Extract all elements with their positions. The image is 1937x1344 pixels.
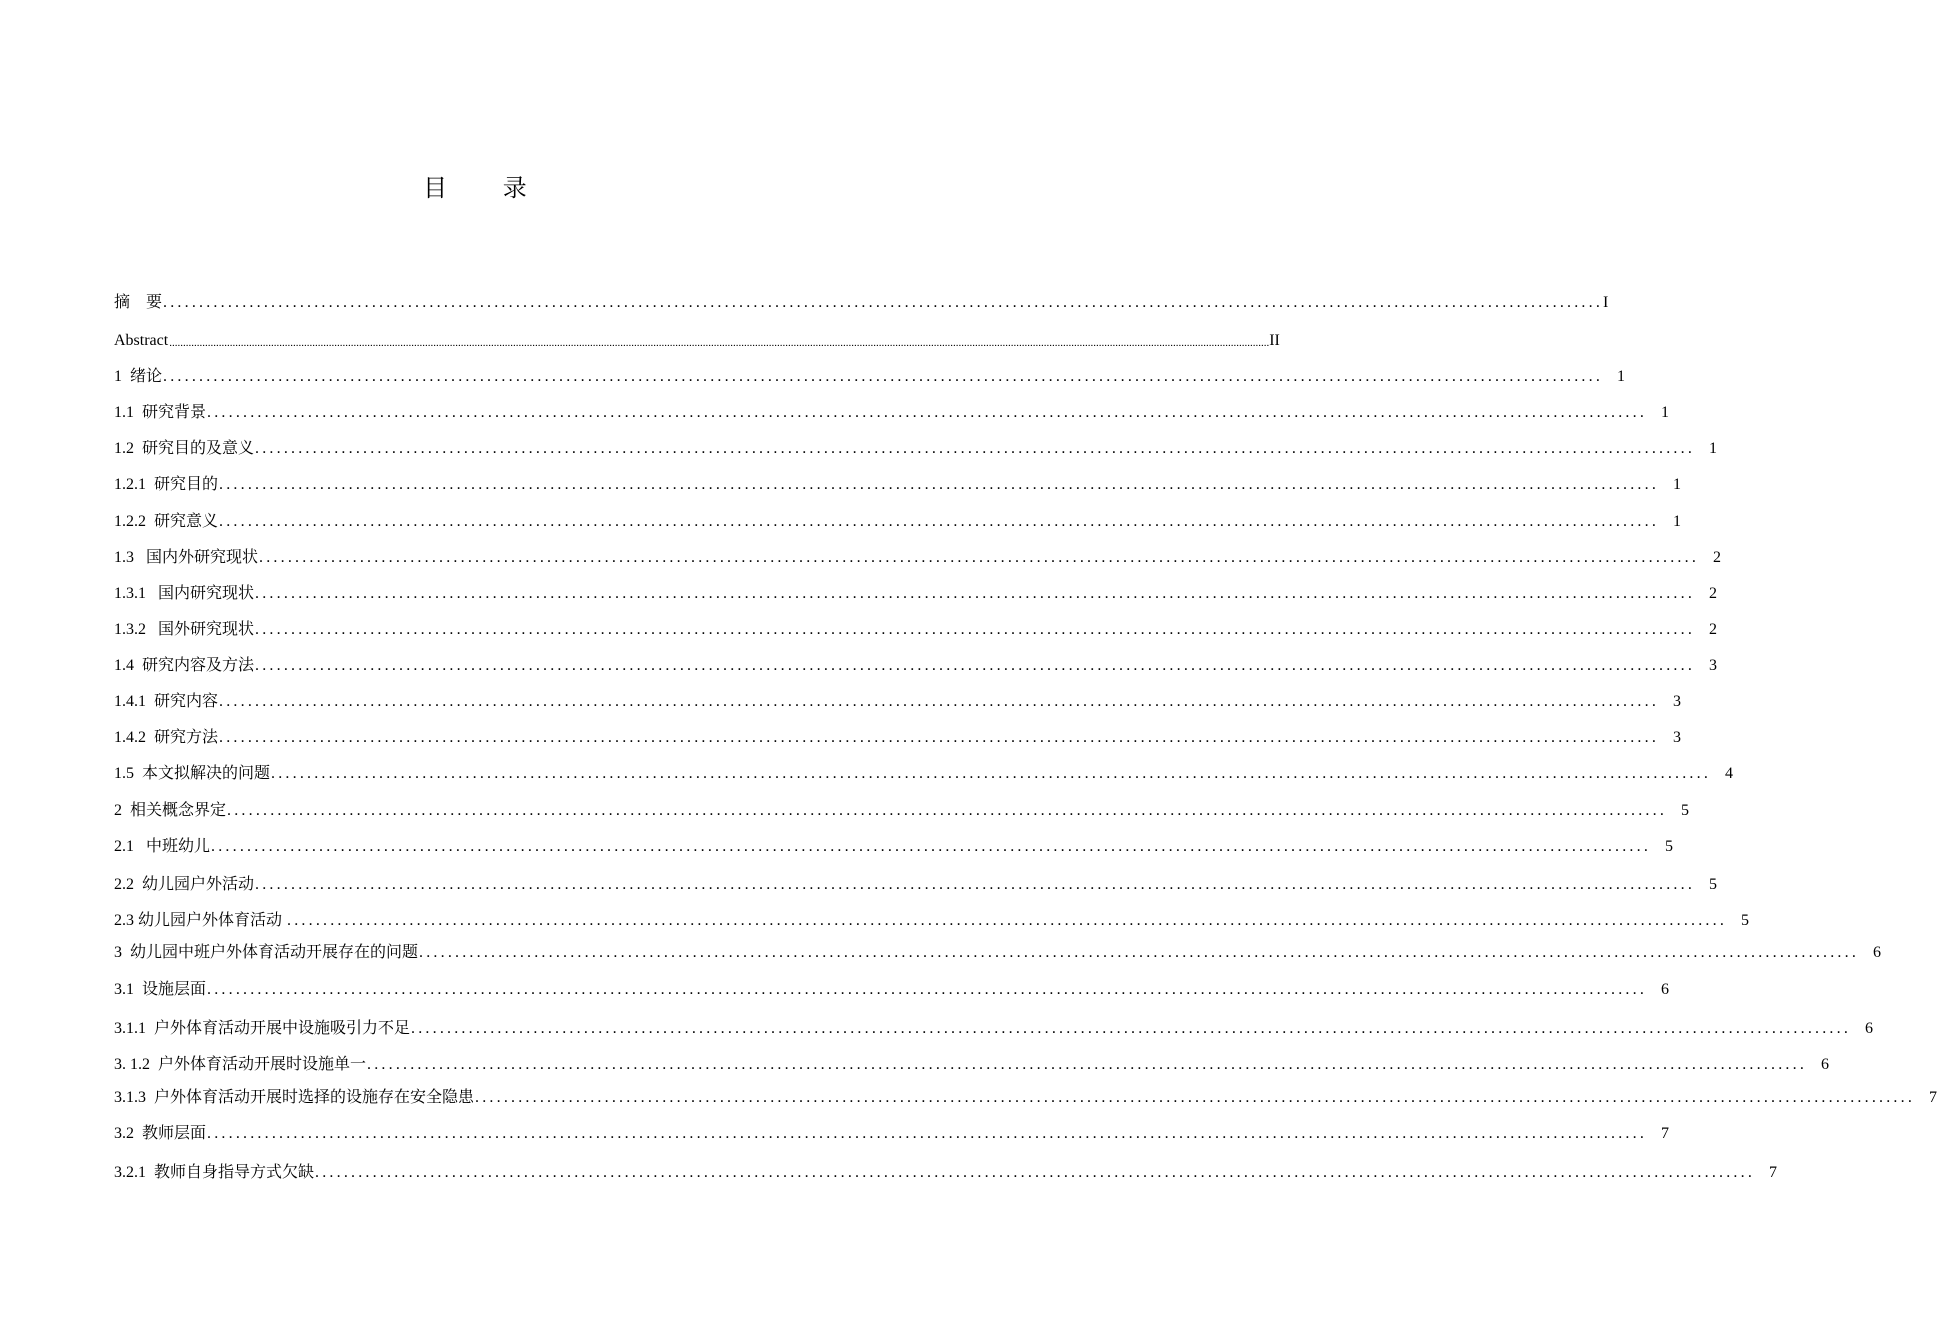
toc-entry-label: 2.2 幼儿园户外活动 (114, 876, 255, 893)
dot-leader: ........................................................................................................................................................................................................ (271, 765, 1712, 782)
toc-entry[interactable] (114, 364, 1626, 388)
toc-entry[interactable] (114, 908, 1750, 932)
toc-entry-label: 2.3 幼儿园户外体育活动 (114, 912, 287, 929)
toc-entry-label: 2.1 中班幼儿 (114, 838, 211, 855)
dot-leader: ........................................................................................................................................................................................................ (255, 876, 1696, 893)
toc-entry-label: 3.2.1 教师自身指导方式欠缺 (114, 1164, 315, 1181)
dot-leader: ........................................................................................................................................................................................................ (475, 1089, 1916, 1106)
toc-entry[interactable] (114, 940, 1882, 964)
toc-entry[interactable] (114, 436, 1718, 460)
toc-entry-label: 3.1 设施层面 (114, 981, 207, 998)
dot-leader: ........................................................................................................................................................................................................ (255, 621, 1696, 638)
toc-entry-page-number: 3 (1673, 693, 1682, 710)
toc-entry[interactable] (114, 653, 1718, 677)
toc-entry-page-number: 1 (1709, 440, 1718, 457)
toc-entry-page-number: 5 (1681, 802, 1690, 819)
dot-leader: ........................................................................................................................................................................................................ (219, 513, 1660, 530)
toc-entry-page-number: 2 (1713, 549, 1722, 566)
page-title: 目 录 (423, 174, 551, 202)
dot-leader: ........................................................................................................................................................................................................ (227, 802, 1668, 819)
toc-entry[interactable] (114, 872, 1718, 896)
toc-entry-page-number: I (1603, 294, 1609, 311)
toc-entry-page-number: 5 (1741, 912, 1750, 929)
dot-leader: ........................................................................................................................................................................................................ (207, 1125, 1648, 1142)
toc-entry[interactable] (114, 1160, 1778, 1184)
dot-leader: ........................................................................................................................................................................................................ (255, 657, 1696, 674)
toc-entry-page-number: 1 (1673, 476, 1682, 493)
toc-entry-page-number: 6 (1873, 944, 1882, 961)
toc-entry-label: 1.3 国内外研究现状 (114, 549, 259, 566)
toc-entry-label: 1 绪论 (114, 368, 163, 385)
toc-entry-page-number: 1 (1617, 368, 1626, 385)
toc-entry-label: 1.4.1 研究内容 (114, 693, 219, 710)
toc-entry-page-number: 5 (1709, 876, 1718, 893)
toc-entry-page-number: 6 (1821, 1056, 1830, 1073)
toc-entry[interactable] (114, 1121, 1670, 1145)
toc-entry-page-number: 6 (1865, 1020, 1874, 1037)
toc-entry[interactable] (114, 977, 1670, 1001)
toc-entry-label: 摘 要 (114, 294, 163, 311)
toc-entry[interactable] (114, 472, 1682, 496)
dot-leader: ........................................................................................................................................................................................................ (163, 294, 1604, 311)
toc-entry-label: 1.2.2 研究意义 (114, 513, 219, 530)
dot-leader: ........................................................................................................................................................................................................ (419, 944, 1860, 961)
toc-entry[interactable] (114, 1085, 1937, 1109)
toc-entry-page-number: 1 (1661, 404, 1670, 421)
toc-entry-label: 3.1.3 户外体育活动开展时选择的设施存在安全隐患 (114, 1089, 475, 1106)
toc-entry-page-number: 7 (1929, 1089, 1937, 1106)
toc-entry[interactable] (114, 400, 1670, 424)
toc-entry[interactable] (114, 328, 1280, 352)
toc-entry-page-number: 4 (1725, 765, 1734, 782)
toc-entry[interactable] (114, 1052, 1830, 1076)
toc-entry-page-number: II (1269, 332, 1280, 349)
dot-leader: ........................................................................................................................................................................................................ (411, 1020, 1852, 1037)
dot-leader: ........................................................................................................................................................................................................ (163, 368, 1604, 385)
toc-entry[interactable] (114, 617, 1718, 641)
toc-entry-page-number: 7 (1661, 1125, 1670, 1142)
toc-entry-label: 1.5 本文拟解决的问题 (114, 765, 271, 782)
toc-entry-page-number: 2 (1709, 621, 1718, 638)
dot-leader: ........................................................................................................................................................................................................ (211, 838, 1652, 855)
dot-leader: ........................................................................................................................................................................................................ (219, 729, 1660, 746)
toc-entry-page-number: 7 (1769, 1164, 1778, 1181)
toc-entry-label: 1.2 研究目的及意义 (114, 440, 255, 457)
dot-leader: ........................................................................................................................................................................................................ (219, 476, 1660, 493)
toc-entry[interactable] (114, 290, 1609, 314)
toc-entry[interactable] (114, 689, 1682, 713)
toc-entry[interactable] (114, 834, 1674, 858)
toc-entry[interactable] (114, 761, 1734, 785)
toc-entry-page-number: 6 (1661, 981, 1670, 998)
toc-entry-label: 1.3.2 国外研究现状 (114, 621, 255, 638)
toc-entry[interactable] (114, 725, 1682, 749)
toc-entry[interactable] (114, 1016, 1874, 1040)
toc-entry-label: 2 相关概念界定 (114, 802, 227, 819)
toc-entry-label: 1.3.1 国内研究现状 (114, 585, 255, 602)
dot-leader: ........................................................................................................................................................................................................ (287, 912, 1728, 929)
toc-entry-label: 1.4.2 研究方法 (114, 729, 219, 746)
toc-entry-label: 1.1 研究背景 (114, 404, 207, 421)
dot-leader: ........................................................................................................................................................................................................ (219, 693, 1660, 710)
dot-leader: ........................................................................................................................................................................................................ (255, 585, 1696, 602)
dot-leader: ........................................................................................................................................................................................................ (207, 404, 1648, 421)
toc-entry-page-number: 2 (1709, 585, 1718, 602)
toc-entry-label: 3.2 教师层面 (114, 1125, 207, 1142)
toc-entry-label: 3 幼儿园中班户外体育活动开展存在的问题 (114, 944, 419, 961)
toc-entry-label: 1.4 研究内容及方法 (114, 657, 255, 674)
toc-entry-page-number: 1 (1673, 513, 1682, 530)
dot-leader: ........................................................................................................................................................................................................ (259, 549, 1700, 566)
toc-entry-label: 1.2.1 研究目的 (114, 476, 219, 493)
toc-entry-page-number: 3 (1673, 729, 1682, 746)
dot-leader: ........................................................................................................................................................................................................ (315, 1164, 1756, 1181)
toc-entry[interactable] (114, 798, 1690, 822)
toc-entry-label: Abstract (114, 332, 169, 349)
toc-entry[interactable] (114, 509, 1682, 533)
toc-entry-page-number: 3 (1709, 657, 1718, 674)
toc-entry-label: 3.1.1 户外体育活动开展中设施吸引力不足 (114, 1020, 411, 1037)
toc-entry[interactable] (114, 545, 1722, 569)
dot-leader: ........................................................................................................................................................................................................ (367, 1056, 1808, 1073)
dot-leader: ................................................................................................................................................................................................................................................................................................................................................................................................................ (169, 337, 1270, 349)
toc-entry-label: 3. 1.2 户外体育活动开展时设施单一 (114, 1056, 367, 1073)
dot-leader: ........................................................................................................................................................................................................ (207, 981, 1648, 998)
toc-entry-page-number: 5 (1665, 838, 1674, 855)
toc-entry[interactable] (114, 581, 1718, 605)
dot-leader: ........................................................................................................................................................................................................ (255, 440, 1696, 457)
